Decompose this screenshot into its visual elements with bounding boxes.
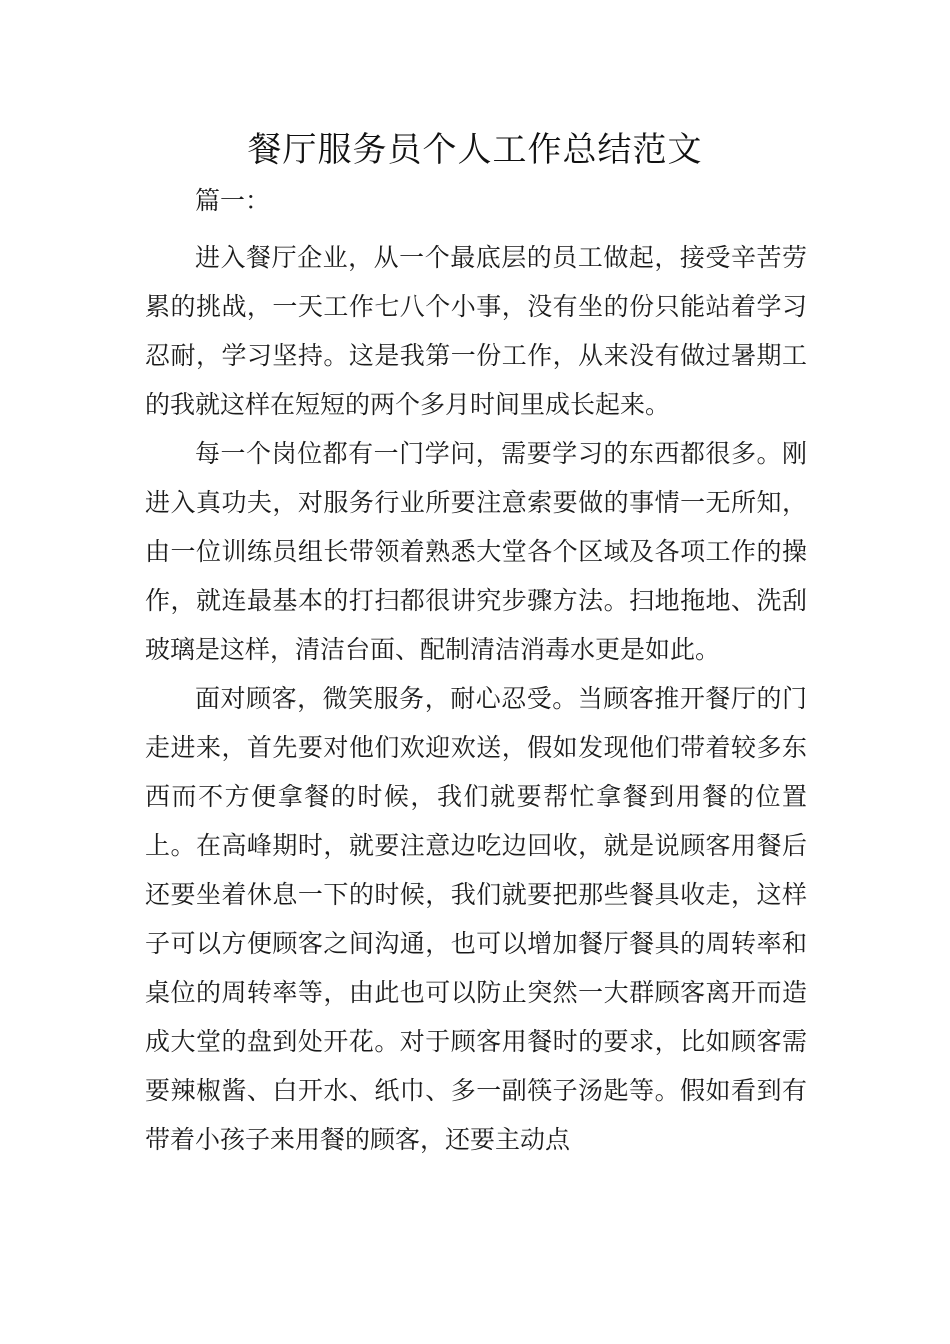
section-label: 篇一： [195,186,271,215]
paragraph-2: 每一个岗位都有一门学问，需要学习的东西都很多。刚进入真功夫，对服务行业所要注意索要做的事情一无所知，由一位训练员组长带领着熟悉大堂各个区域及各项工作的操作，就连最基本的打扫都很讲究步骤方法。扫地拖地、洗刮玻璃是这样，清洁台面、配制清洁消毒水更是如此。 [145,439,807,664]
paragraph-1: 进入餐厅企业，从一个最底层的员工做起，接受辛苦劳累的挑战，一天工作七八个小事，没有坐的份只能站着学习忍耐，学习坚持。这是我第一份工作，从来没有做过暑期工的我就这样在短短的两个多月时间里成长起来。 [145,243,807,419]
document-title: 餐厅服务员个人工作总结范文 [247,130,703,170]
paragraph-3: 面对顾客，微笑服务，耐心忍受。当顾客推开餐厅的门走进来，首先要对他们欢迎欢送，假如发现他们带着较多东西而不方便拿餐的时候，我们就要帮忙拿餐到用餐的位置上。在高峰期时，就要注意边吃边回收，就是说顾客用餐后还要坐着休息一下的时候，我们就要把那些餐具收走，这样子可以方便顾客之间沟通，也可以增加餐厅餐具的周转率和桌位的周转率等，由此也可以防止突然一大群顾客离开而造成大堂的盘到处开花。对于顾客用餐时的要求，比如顾客需要辣椒酱、白开水、纸巾、多一副筷子汤匙等。假如看到有带着小孩子来用餐的顾客，还要主动点 [145,684,807,1154]
document-body [145,176,807,1164]
